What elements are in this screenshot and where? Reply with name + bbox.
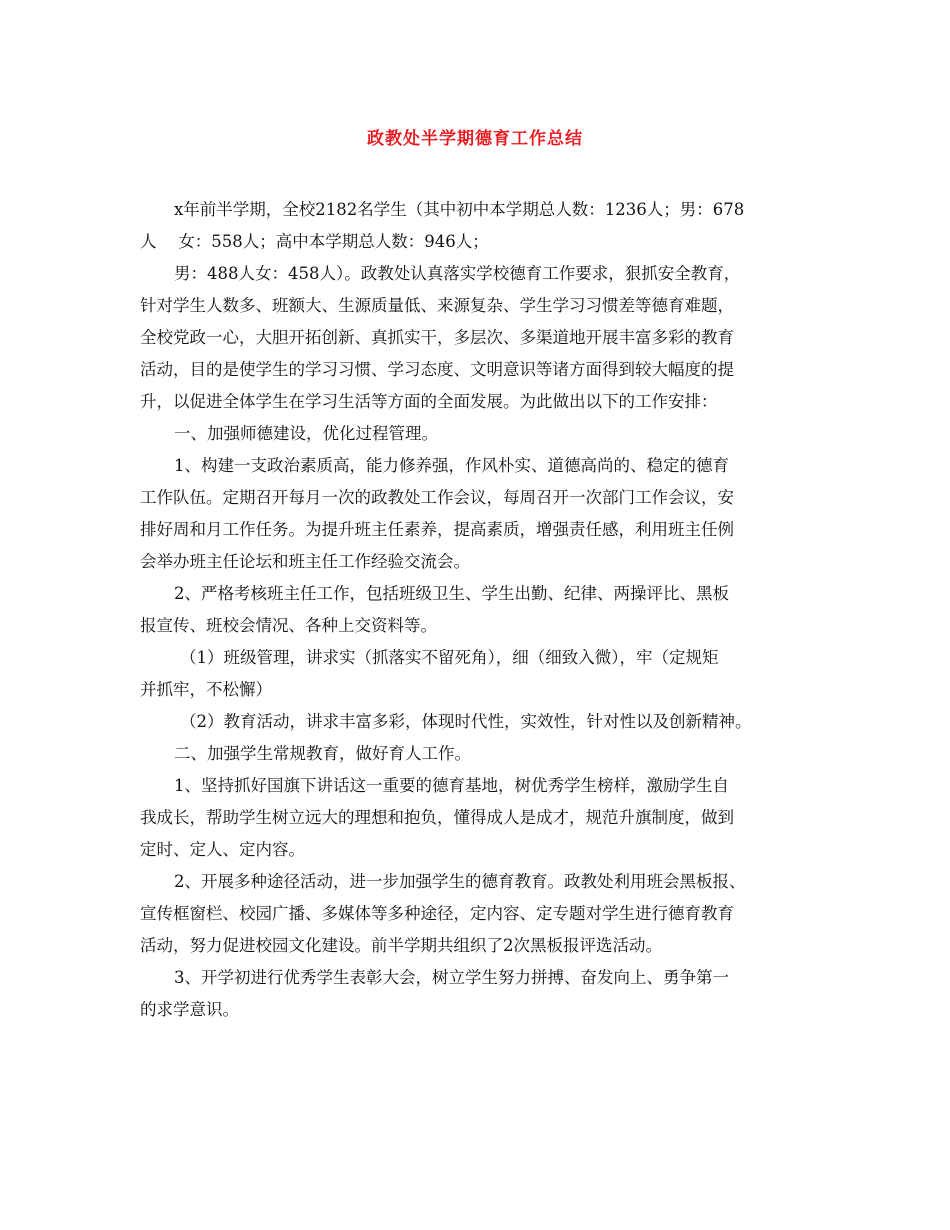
text-line: 并抓牢，不松懈）	[140, 680, 272, 699]
text-line: 3、开学初进行优秀学生表彰大会，树立学生努力拼搏、奋发向上、勇争第一	[174, 968, 729, 987]
document-title: 政教处半学期德育工作总结	[367, 129, 583, 149]
text-line: 排好周和月工作任务。为提升班主任素养，提高素质，增强责任感，利用班主任例	[140, 520, 734, 539]
text-line: （1）班级管理，讲求实（抓落实不留死角），细（细致入微），牢（定规矩	[180, 648, 719, 667]
text-line: 人 女：558人；高中本学期总人数：946人；	[140, 232, 489, 251]
text-line: 的求学意识。	[140, 1000, 239, 1019]
text-line: x年前半学期，全校2182名学生（其中初中本学期总人数：1236人；男：678	[174, 200, 745, 219]
text-line: 2、严格考核班主任工作，包括班级卫生、学生出勤、纪律、两操评比、黑板	[174, 584, 729, 603]
text-line: 男：488人女：458人）。政教处认真落实学校德育工作要求，狠抓安全教育，	[174, 264, 741, 283]
text-line: 2、开展多种途径活动，进一步加强学生的德育教育。政教处利用班会黑板报、	[174, 872, 746, 891]
text-line: 宣传框窗栏、校园广播、多媒体等多种途径，定内容、定专题对学生进行德育教育	[140, 904, 734, 923]
text-line: 报宣传、班校会情况、各种上交资料等。	[140, 616, 437, 635]
text-line: 全校党政一心，大胆开拓创新、真抓实干，多层次、多渠道地开展丰富多彩的教育	[140, 328, 734, 347]
text-line: 我成长，帮助学生树立远大的理想和抱负，懂得成人是成才，规范升旗制度，做到	[140, 808, 734, 827]
text-line: 活动，目的是使学生的学习习惯、学习态度、文明意识等诸方面得到较大幅度的提	[140, 360, 734, 379]
text-line: 1、坚持抓好国旗下讲话这一重要的德育基地，树优秀学生榜样，激励学生自	[174, 776, 729, 795]
text-line: 针对学生人数多、班额大、生源质量低、来源复杂、学生学习习惯差等德育难题，	[140, 296, 734, 315]
text-line: 升，以促进全体学生在学习生活等方面的全面发展。为此做出以下的工作安排：	[140, 392, 718, 411]
text-line: （2）教育活动，讲求丰富多彩，体现时代性，实效性，针对性以及创新精神。	[180, 712, 752, 731]
text-line: 工作队伍。定期召开每月一次的政教处工作会议，每周召开一次部门工作会议，安	[140, 488, 734, 507]
text-line: 会举办班主任论坛和班主任工作经验交流会。	[140, 552, 470, 571]
text-line: 1、构建一支政治素质高，能力修养强，作风朴实、道德高尚的、稳定的德育	[174, 456, 729, 475]
text-line: 定时、定人、定内容。	[140, 840, 305, 859]
text-line: 活动，努力促进校园文化建设。前半学期共组织了2次黑板报评选活动。	[140, 936, 662, 955]
document-body	[140, 194, 815, 1026]
section-heading: 一、加强师德建设，优化过程管理。	[174, 424, 438, 443]
section-heading: 二、加强学生常规教育，做好育人工作。	[174, 744, 471, 763]
